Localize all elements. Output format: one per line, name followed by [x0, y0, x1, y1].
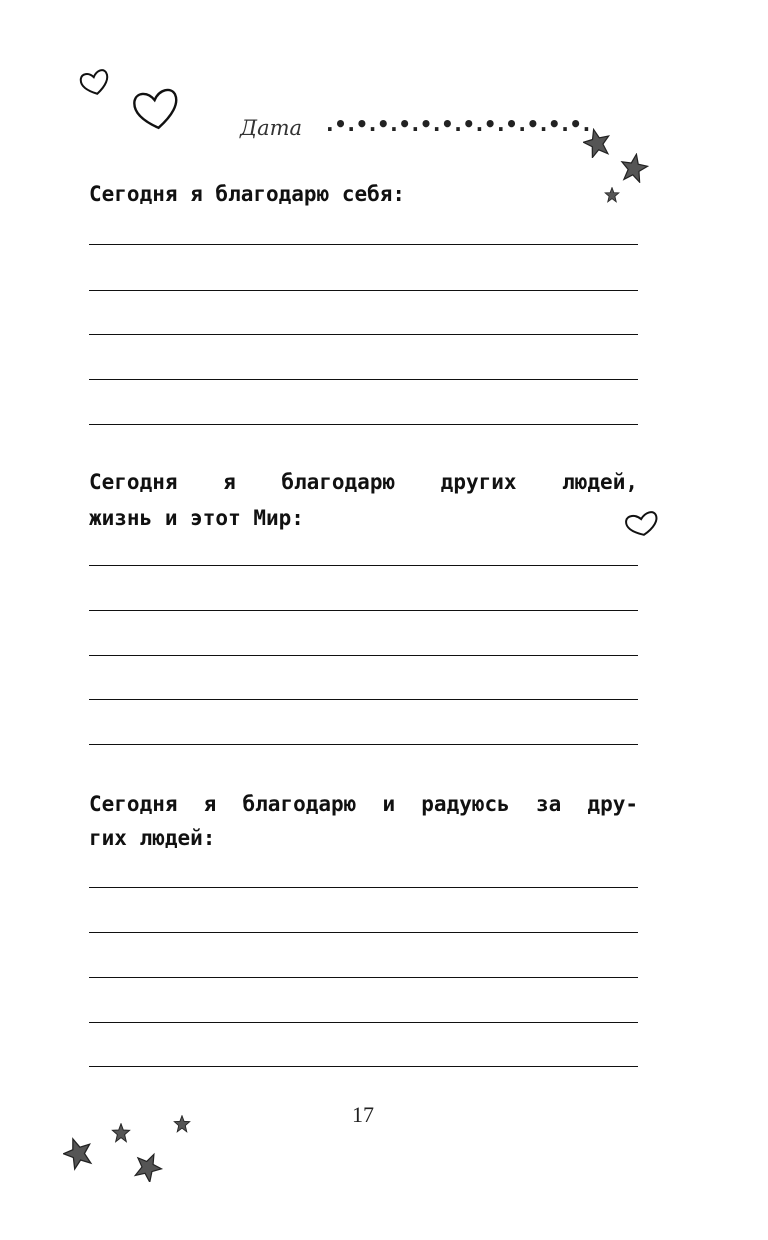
section-heading: Сегодня я благодарю и радуюсь за дру- [89, 792, 638, 816]
write-line[interactable] [89, 244, 638, 245]
write-line[interactable] [89, 655, 638, 656]
write-line[interactable] [89, 932, 638, 933]
page-number: 17 [352, 1102, 374, 1127]
write-line[interactable] [89, 887, 638, 888]
star-icon [63, 1135, 93, 1171]
write-line[interactable] [89, 379, 638, 380]
write-line[interactable] [89, 977, 638, 978]
star-icon [131, 1152, 165, 1182]
heart-icon [78, 68, 112, 98]
date-label: Дата [240, 116, 303, 140]
write-line[interactable] [89, 1022, 638, 1023]
write-line[interactable] [89, 290, 638, 291]
section-heading: Сегодня я благодарю себя: [89, 182, 406, 206]
write-line[interactable] [89, 744, 638, 745]
write-line[interactable] [89, 565, 638, 566]
section-heading: Сегодня я благодарю других людей, [89, 470, 638, 494]
write-line[interactable] [89, 334, 638, 335]
write-line[interactable] [89, 699, 638, 700]
write-line[interactable] [89, 610, 638, 611]
write-line[interactable] [89, 1066, 638, 1067]
section-heading: гих людей: [89, 826, 216, 850]
section-heading: жизнь и этот Мир: [89, 506, 304, 530]
heart-icon [130, 86, 182, 134]
write-line[interactable] [89, 424, 638, 425]
date-field[interactable]: .•.•.•.•.•.•.•.•.•.•.•.•. [326, 112, 591, 136]
